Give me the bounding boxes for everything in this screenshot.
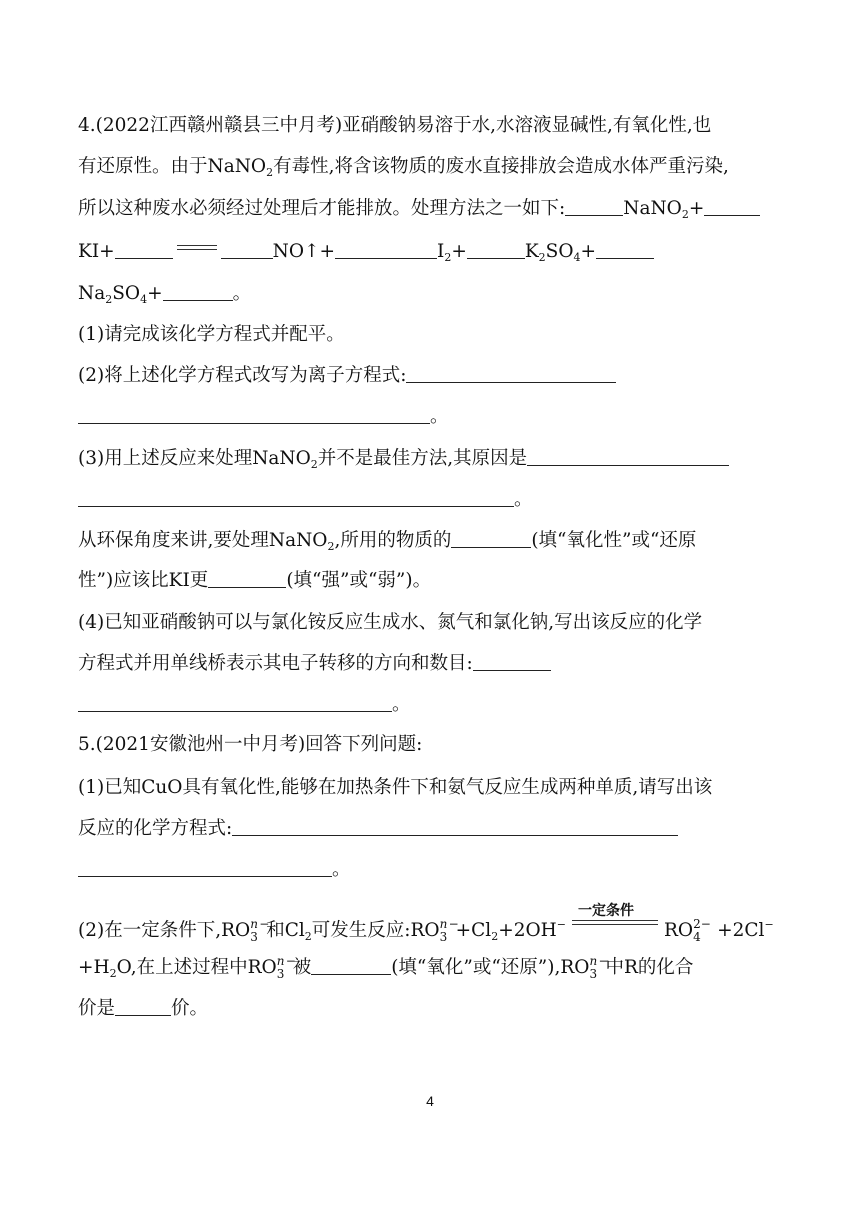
- text: +: [580, 241, 597, 262]
- q5-title: [78, 732, 422, 758]
- text: (2)在一定条件下,RO: [78, 920, 251, 941]
- superscript: −: [764, 918, 774, 931]
- superscript: −: [556, 918, 566, 931]
- q5-part-2-line-b: [78, 954, 693, 987]
- subscript: 2: [327, 540, 335, 553]
- blank-valence[interactable]: [115, 997, 171, 1016]
- blank-i2-coef[interactable]: [335, 240, 437, 259]
- text: (1)已知CuO具有氧化性,能够在加热条件下和氨气反应生成两种单质,请写出该: [78, 777, 713, 798]
- text: 价。: [171, 998, 209, 1019]
- subscript: 2: [109, 967, 117, 980]
- blank-property[interactable]: [451, 529, 531, 548]
- charge-n: n: [250, 917, 258, 931]
- q4-part-4-cont: [78, 692, 411, 718]
- blank-oxidized-reduced[interactable]: [311, 956, 391, 975]
- blank-reason[interactable]: [527, 447, 729, 466]
- blank-equation-bridge[interactable]: [473, 652, 551, 671]
- q4-part-1: [78, 322, 345, 348]
- q4-part-4: [78, 610, 702, 636]
- text: (3)用上述反应来处理NaNO: [78, 448, 311, 469]
- q4-stem-text: 4.(2022江西赣州赣县三中月考)亚硝酸钠易溶于水,水溶液显碱性,有氧化性,也: [78, 115, 712, 136]
- text: +: [451, 241, 467, 262]
- text: SO: [545, 241, 574, 262]
- subscript: 3: [439, 930, 448, 944]
- text: (1)请完成该化学方程式并配平。: [78, 324, 345, 345]
- text: 价是: [78, 998, 116, 1019]
- ion-ro3-n: [250, 917, 270, 944]
- ion-ro3-n: [589, 954, 609, 981]
- q5-part-2-line-c: [78, 996, 208, 1022]
- blank-reactant-3[interactable]: [115, 240, 173, 259]
- subscript: 2: [681, 208, 689, 221]
- q4-part-3-line-d: [78, 568, 431, 594]
- subscript: 2: [266, 166, 274, 179]
- text: O,在上述过程中RO: [116, 957, 277, 978]
- text: +Cl: [455, 920, 492, 941]
- charge-n: n: [276, 954, 285, 968]
- text: 有还原性。由于NaNO: [78, 156, 267, 177]
- text: (填“氧化”或“还原”),RO: [391, 957, 590, 978]
- q5-part-2: [78, 903, 774, 950]
- subscript: 2: [538, 251, 546, 264]
- double-line-equals: [177, 243, 217, 253]
- text: 。: [332, 859, 351, 880]
- q4-part-3-cont: [78, 487, 533, 513]
- charge-sign: −: [448, 917, 459, 931]
- text: RO: [663, 920, 694, 941]
- q4-line-1: [78, 113, 711, 139]
- charge-sign: −: [259, 917, 270, 931]
- blank-equation-bridge-cont[interactable]: [78, 693, 392, 712]
- blank-no-coef[interactable]: [221, 240, 273, 259]
- ion-ro4-2: [693, 917, 717, 944]
- ion-ro3-n: [276, 954, 296, 981]
- text: 有毒性,将含该物质的废水直接排放会造成水体严重污染,: [273, 156, 729, 177]
- blank-reason-cont[interactable]: [78, 488, 514, 507]
- blank-nano2-coef[interactable]: [565, 197, 623, 216]
- text: 并不是最佳方法,其原因是: [317, 448, 528, 469]
- blank-ki-coef[interactable]: [704, 197, 760, 216]
- subscript: 2: [444, 251, 452, 264]
- blank-ionic-equation[interactable]: [406, 364, 616, 383]
- text: (填“强”或“弱”)。: [286, 570, 432, 591]
- text: 中R的化合: [605, 957, 694, 978]
- q4-part-4-line-b: [78, 651, 551, 677]
- reaction-condition-arrow: [572, 903, 658, 938]
- text: 性”)应该比KI更: [78, 570, 209, 591]
- subscript: 3: [589, 967, 598, 981]
- q4-line-5: [78, 281, 251, 313]
- text: 5.(2021安徽池州一中月考)回答下列问题:: [78, 734, 423, 755]
- q4-line-3: [78, 196, 760, 228]
- blank-strength[interactable]: [208, 569, 286, 588]
- text: 。: [514, 489, 533, 510]
- q4-part-3: [78, 446, 729, 478]
- subscript: 4: [140, 293, 148, 306]
- text: +2Cl: [717, 920, 765, 941]
- charge-n: n: [589, 954, 598, 968]
- text: (2)将上述化学方程式改写为离子方程式:: [78, 365, 407, 386]
- text: 。: [232, 283, 252, 304]
- text: 所以这种废水必须经过处理后才能排放。处理方法之一如下:: [78, 198, 566, 219]
- text: 反应的化学方程式:: [78, 818, 233, 839]
- page-number: 4: [426, 1093, 434, 1109]
- subscript: 2: [105, 293, 113, 306]
- q5-part-1: [78, 775, 712, 801]
- subscript: 2: [304, 930, 312, 943]
- q4-line-4: [78, 239, 654, 271]
- subscript: 2: [310, 458, 318, 471]
- q4-line-2: [78, 154, 729, 186]
- text: (4)已知亚硝酸钠可以与氯化铵反应生成水、氮气和氯化钠,写出该反应的化学: [78, 612, 703, 633]
- charge: 2−: [693, 917, 711, 931]
- text: ,所用的物质的: [334, 530, 452, 551]
- text: 从环保角度来讲,要处理NaNO: [78, 530, 328, 551]
- q4-part-2-cont: [78, 404, 449, 430]
- subscript: 4: [573, 251, 581, 264]
- text: 。: [430, 406, 449, 427]
- text: +H: [78, 957, 110, 978]
- subscript: 3: [276, 967, 285, 981]
- text: KI+: [78, 241, 115, 262]
- text: 和Cl: [266, 920, 305, 941]
- blank-ionic-equation-cont[interactable]: [78, 405, 430, 424]
- blank-cuo-equation-cont[interactable]: [78, 858, 332, 877]
- text: 被: [292, 957, 312, 978]
- text: +2OH: [498, 920, 557, 941]
- condition-label: 一定条件: [577, 903, 634, 919]
- blank-na2so4-coef[interactable]: [596, 240, 654, 259]
- charge-n: n: [439, 917, 448, 931]
- text: (填“氧化性”或“还原: [531, 530, 697, 551]
- q4-part-2: [78, 363, 616, 389]
- charge-sign: −: [285, 954, 296, 968]
- text: 。: [392, 694, 411, 715]
- text: NO↑+: [272, 241, 335, 262]
- text: SO: [112, 283, 141, 304]
- q4-part-3-line-c: [78, 528, 696, 560]
- q5-part-1-line-b: [78, 816, 678, 842]
- blank-cuo-equation[interactable]: [232, 817, 678, 836]
- q5-part-1-cont: [78, 857, 351, 883]
- text: I: [437, 241, 445, 262]
- charge-sign: −: [598, 954, 609, 968]
- text: K: [524, 241, 539, 262]
- ion-ro3-n: [439, 917, 459, 944]
- subscript: 3: [250, 930, 258, 944]
- text: 可发生反应:RO: [311, 920, 440, 941]
- text: 方程式并用单线桥表示其电子转移的方向和数目:: [78, 653, 473, 674]
- text: +: [688, 198, 705, 219]
- subscript: 2: [491, 930, 499, 943]
- text: +: [147, 283, 163, 304]
- blank-product-last[interactable]: [163, 282, 233, 301]
- text: NaNO: [623, 198, 682, 219]
- text: Na: [78, 283, 106, 304]
- blank-k2so4-coef[interactable]: [467, 240, 525, 259]
- subscript: 4: [693, 930, 701, 944]
